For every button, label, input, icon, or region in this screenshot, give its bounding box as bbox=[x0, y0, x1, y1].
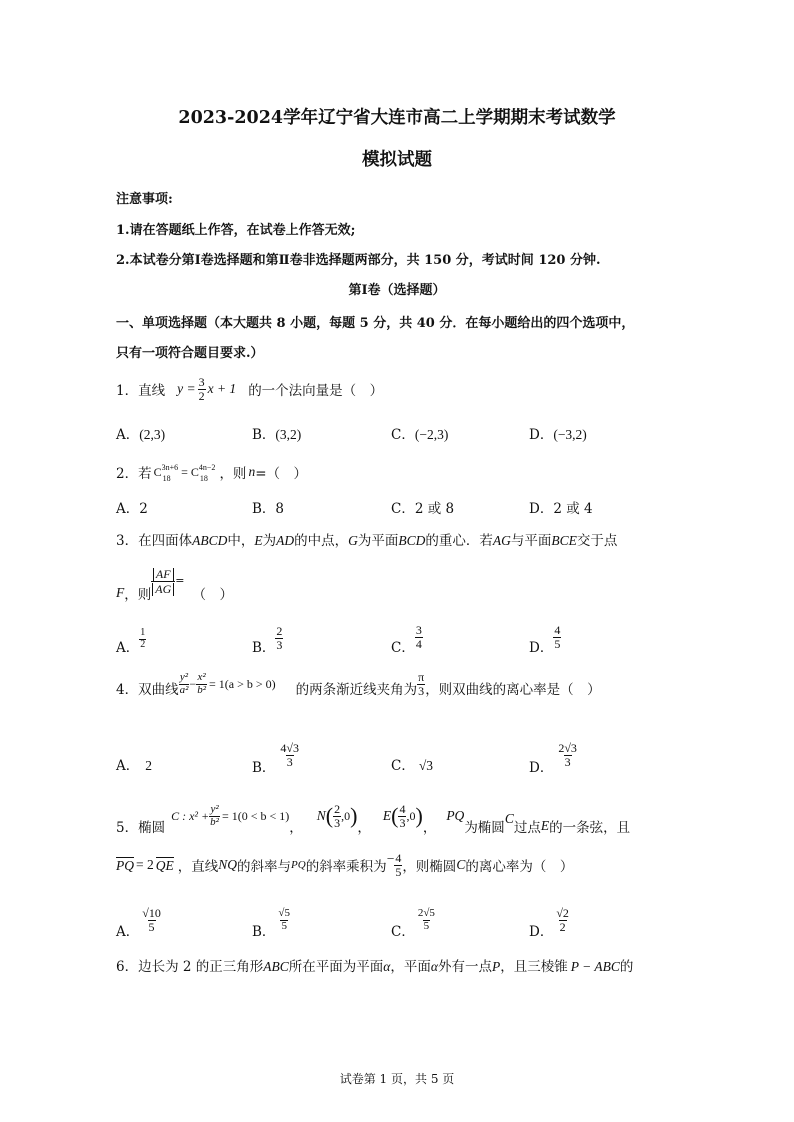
exam-subtitle: 模拟试题 bbox=[362, 150, 432, 170]
q2-equals: = bbox=[181, 464, 188, 479]
q2-option-d[interactable]: D．2 或 4 bbox=[529, 501, 593, 517]
q2-option-b[interactable]: B．8 bbox=[252, 501, 285, 517]
q1-eq-lhs: y = bbox=[177, 381, 196, 397]
part-heading-line-1: 一、单项选择题（本大题共 8 小题，每题 5 分，共 40 分．在每小题给出的四个选项中， bbox=[116, 316, 635, 331]
exam-title: 2023-2024学年辽宁省大连市高二上学期期末考试数学 bbox=[178, 108, 616, 128]
question-5-line-2: PQ = 2 QE ，直线 NQ 的斜率与 PQ 的斜率乘积为 − $\frac{4}{5}$ ，则椭圆 C 的离心率为（ ） bbox=[116, 851, 574, 879]
question-5-line-1: 5．椭圆 C : x² + $\frac{\text{y²}}{\text{b²}}$ = 1(0 < b < 1) ， N ( $\frac{2}{3}$ ,0 ) ， E ( $\frac{4}{3}$ ,0 ) ， PQ 为椭圆 C 过点 E 的一条弦，且 bbox=[116, 801, 631, 836]
notice-item-2: 2.本试卷分第Ⅰ卷选择题和第Ⅱ卷非选择题两部分，共 150 分，考试时间 120 分钟. bbox=[116, 253, 601, 268]
question-1 bbox=[116, 376, 383, 402]
part-heading-line-2: 只有一项符合题目要求.） bbox=[116, 346, 264, 361]
q2-var: n bbox=[248, 464, 256, 479]
q2-combination-2: $C^{4n-2}$ 18 bbox=[190, 462, 216, 483]
q1-option-c[interactable]: C．(−2,3) bbox=[391, 427, 449, 443]
q3-option-c[interactable]: C． $\frac{3}{4}$ bbox=[391, 622, 422, 656]
question-2 bbox=[116, 462, 307, 482]
q1-option-b[interactable]: B．(3,2) bbox=[252, 427, 302, 443]
page-footer: 试卷第 1 页，共 5 页 bbox=[339, 1072, 455, 1086]
q4-frac-y: $\frac{\text{y²}}{\text{a²}}$ bbox=[179, 670, 189, 696]
question-1-number: 1．直线 bbox=[116, 383, 166, 400]
q5-option-d[interactable]: D． $\frac{√2}{2}$ bbox=[529, 905, 569, 940]
q4-option-a[interactable]: A． 2 bbox=[116, 758, 152, 774]
q2-tail-2: =（ ） bbox=[255, 466, 307, 482]
question-6: 6．边长为 2 的正三角形ABC所在平面为平面α，平面α外有一点P，且三棱锥 P − ABC的 bbox=[116, 959, 634, 975]
q1-tail: 的一个法向量是（ ） bbox=[248, 383, 384, 400]
q4-option-d[interactable]: D． $\frac{2√3}{3}$ bbox=[529, 740, 577, 776]
q3-option-a[interactable]: A． $\frac{1}{2}$ bbox=[116, 627, 146, 656]
q3-option-d[interactable]: D． $\frac{4}{5}$ bbox=[529, 622, 561, 656]
notice-heading: 注意事项: bbox=[116, 192, 173, 207]
q2-option-c[interactable]: C．2 或 8 bbox=[391, 501, 455, 517]
q1-eq-rhs: x + 1 bbox=[207, 381, 237, 397]
question-3-line-2: F ，则 $\frac{AF}{AG}$ = （ ） bbox=[116, 567, 233, 603]
question-2-number: 2．若 bbox=[116, 466, 152, 482]
q5-option-c[interactable]: C． $\frac{2√5}{5}$ bbox=[391, 906, 435, 940]
q2-option-a[interactable]: A．2 bbox=[116, 501, 148, 517]
q3-option-b[interactable]: B． $\frac{2}{3}$ bbox=[252, 623, 283, 656]
q1-option-a[interactable]: A．(2,3) bbox=[116, 427, 166, 443]
q5-option-b[interactable]: B． $\frac{√5}{5}$ bbox=[252, 906, 290, 940]
q2-tail-1: ，则 bbox=[219, 466, 247, 482]
section-heading: 第Ⅰ卷（选择题） bbox=[348, 283, 446, 298]
notice-item-1: 1.请在答题纸上作答，在试卷上作答无效; bbox=[116, 223, 356, 238]
q2-combination-1: $C^{3n+6}$ 18 bbox=[153, 462, 179, 483]
q1-fraction: $\frac{3}{2}$ bbox=[198, 375, 205, 403]
question-4: 4．双曲线 $\frac{\text{y²}}{\text{a²}}$ − $\frac{\text{x²}}{\text{b²}}$ = 1(a > b > 0) 的两条渐近线夹角为 $\frac{\pi}{3}$ ，则双曲线的离心率是（ ） bbox=[116, 669, 601, 698]
q4-option-b[interactable]: B． $\frac{4√3}{3}$ bbox=[252, 740, 300, 776]
q4-frac-pi: $\frac{\pi}{3}$ bbox=[418, 669, 425, 698]
q3-fraction: $\frac{AF}{AG}$ bbox=[151, 568, 175, 595]
q5-option-a[interactable]: A． $\frac{√10}{5}$ bbox=[116, 905, 161, 940]
q1-option-d[interactable]: D．(−3,2) bbox=[529, 427, 587, 443]
question-3-line-1: 3．在四面体ABCD中，E为AD的中点，G为平面BCD的重心．若AG与平面BCE交于点 bbox=[116, 533, 618, 549]
q4-frac-x: $\frac{\text{x²}}{\text{b²}}$ bbox=[197, 670, 206, 696]
q4-option-c[interactable]: C． √3 bbox=[391, 758, 434, 774]
question-4-number: 4．双曲线 bbox=[116, 682, 179, 698]
